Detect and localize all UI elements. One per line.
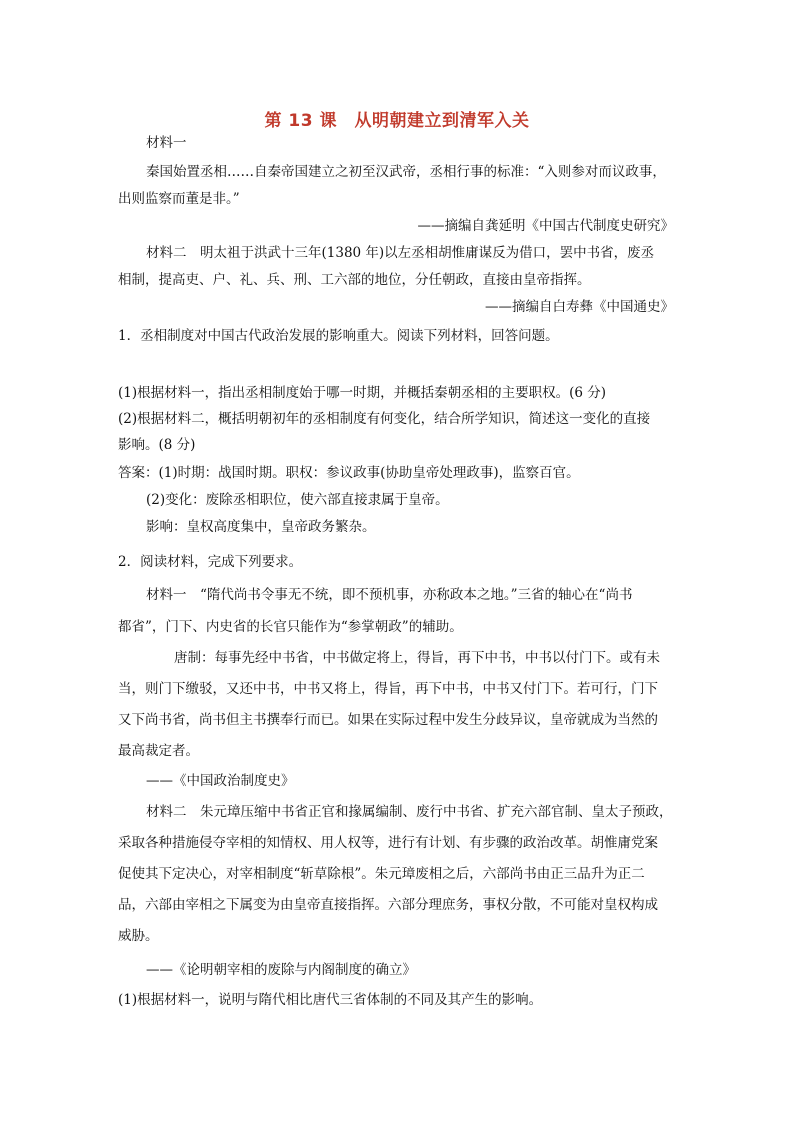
paragraph-line: 当，则门下缴驳，又还中书，中书又将上，得旨，再下中书，中书又付门下。若可行，门下 <box>118 681 658 697</box>
answer-line: 答案：(1)时期：战国时期。职权：参议政事(协助皇帝处理政事)，监察百官。 <box>118 465 580 481</box>
source-citation: ——摘编自白寿彝《中国通史》 <box>485 299 674 315</box>
answer-line: 影响：皇权高度集中，皇帝政务繁杂。 <box>146 519 376 535</box>
question-part: (1)根据材料一，说明与隋代相比唐代三省体制的不同及其产生的影响。 <box>118 992 543 1008</box>
source-citation: ——《论明朝宰相的废除与内阁制度的确立》 <box>146 962 416 978</box>
source-citation: ——《中国政治制度史》 <box>146 773 295 789</box>
paragraph-line: 品，六部由宰相之下属变为由皇帝直接指挥。六部分理庶务，事权分散，不可能对皇权构成 <box>118 897 658 913</box>
question-part: (1)根据材料一，指出丞相制度始于哪一时期，并概括秦朝丞相的主要职权。(6 分) <box>118 385 607 401</box>
paragraph-line: 材料一 “隋代尚书令事无不统，即不预机事，亦称政本之地。”三省的轴心在“尚书 <box>146 587 633 603</box>
question-stem: 1．丞相制度对中国古代政治发展的影响重大。阅读下列材料，回答问题。 <box>118 328 559 344</box>
paragraph-line: 又下尚书省，尚书但主书撰奉行而已。如果在实际过程中发生分歧异议，皇帝就成为当然的 <box>118 712 658 728</box>
question-part: 影响。(8 分) <box>118 437 196 453</box>
material-label: 材料一 <box>146 135 187 151</box>
source-citation: ——摘编自龚延明《中国古代制度史研究》 <box>417 218 674 234</box>
question-part: (2)根据材料二，概括明朝初年的丞相制度有何变化，结合所学知识，简述这一变化的直接 <box>118 411 651 427</box>
page-title: 第 13 课 从明朝建立到清军入关 <box>264 111 530 131</box>
paragraph-line: 威胁。 <box>118 928 159 944</box>
paragraph-line: 材料二 明太祖于洪武十三年(1380 年)以左丞相胡惟庸谋反为借口，罢中书省，废丞 <box>146 245 655 261</box>
answer-line: (2)变化：废除丞相职位，使六部直接隶属于皇帝。 <box>146 492 449 508</box>
paragraph-line: 最高裁定者。 <box>118 743 199 759</box>
paragraph-line: 相制，提高吏、户、礼、兵、刑、工六部的地位，分任朝政，直接由皇帝指挥。 <box>118 272 591 288</box>
paragraph-line: 促使其下定决心，对宰相制度“斩草除根”。朱元璋废相之后，六部尚书由正三品升为正二 <box>118 866 645 882</box>
paragraph-line: 唐制：每事先经中书省，中书做定将上，得旨，再下中书，中书以付门下。或有未 <box>174 650 660 666</box>
paragraph-line: 都省”，门下、内史省的长官只能作为“参掌朝政”的辅助。 <box>118 619 463 635</box>
paragraph-line: 采取各种措施侵夺宰相的知情权、用人权等，进行有计划、有步骤的政治改革。胡惟庸党案 <box>118 835 658 851</box>
paragraph-line: 材料二 朱元璋压缩中书省正官和掾属编制、废行中书省、扩充六部官制、皇太子预政， <box>146 804 673 820</box>
paragraph-line: 秦国始置丞相……自秦帝国建立之初至汉武帝，丞相行事的标准：“入则参对而议政事， <box>146 164 666 180</box>
question-stem: 2．阅读材料，完成下列要求。 <box>118 554 303 570</box>
paragraph-line: 出则监察而董是非。” <box>118 191 240 207</box>
